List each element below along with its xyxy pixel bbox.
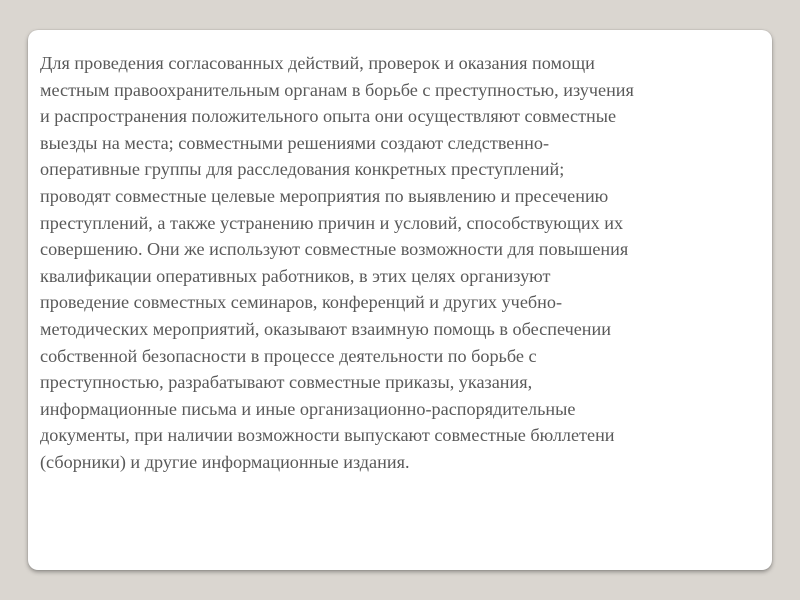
body-paragraph xyxy=(40,50,764,476)
text-line: совершению. Они же используют совместные возможности для повышения xyxy=(40,239,629,260)
text-line: проводят совместные целевые мероприятия по выявлению и пресечению xyxy=(40,185,609,206)
slide-card xyxy=(28,30,772,570)
text-line: выезды на места; совместными решениями создают следственно- xyxy=(40,132,550,153)
text-line: преступлений, а также устранению причин и условий, способствующих их xyxy=(40,212,624,233)
text-line: квалификации оперативных работников, в этих целях организуют xyxy=(40,265,551,286)
text-line: проведение совместных семинаров, конференций и других учебно- xyxy=(40,292,563,313)
text-line: Для проведения согласованных действий, проверок и оказания помощи xyxy=(40,53,595,73)
text-line: преступностью, разрабатывают совместные приказы, указания, xyxy=(40,372,533,393)
text-line: методических мероприятий, оказывают взаимную помощь в обеспечении xyxy=(40,318,611,339)
text-line: собственной безопасности в процессе деятельности по борьбе с xyxy=(40,345,537,366)
text-line: (сборники) и другие информационные издания. xyxy=(40,451,410,472)
text-line: и распространения положительного опыта они осуществляют совместные xyxy=(40,106,617,127)
text-line: оперативные группы для расследования конкретных преступлений; xyxy=(40,159,565,180)
text-line: информационные письма и иные организационно-распорядительные xyxy=(40,398,576,419)
text-line: местным правоохранительным органам в борьбе с преступностью, изучения xyxy=(40,79,634,100)
text-line: документы, при наличии возможности выпускают совместные бюллетени xyxy=(40,425,615,446)
